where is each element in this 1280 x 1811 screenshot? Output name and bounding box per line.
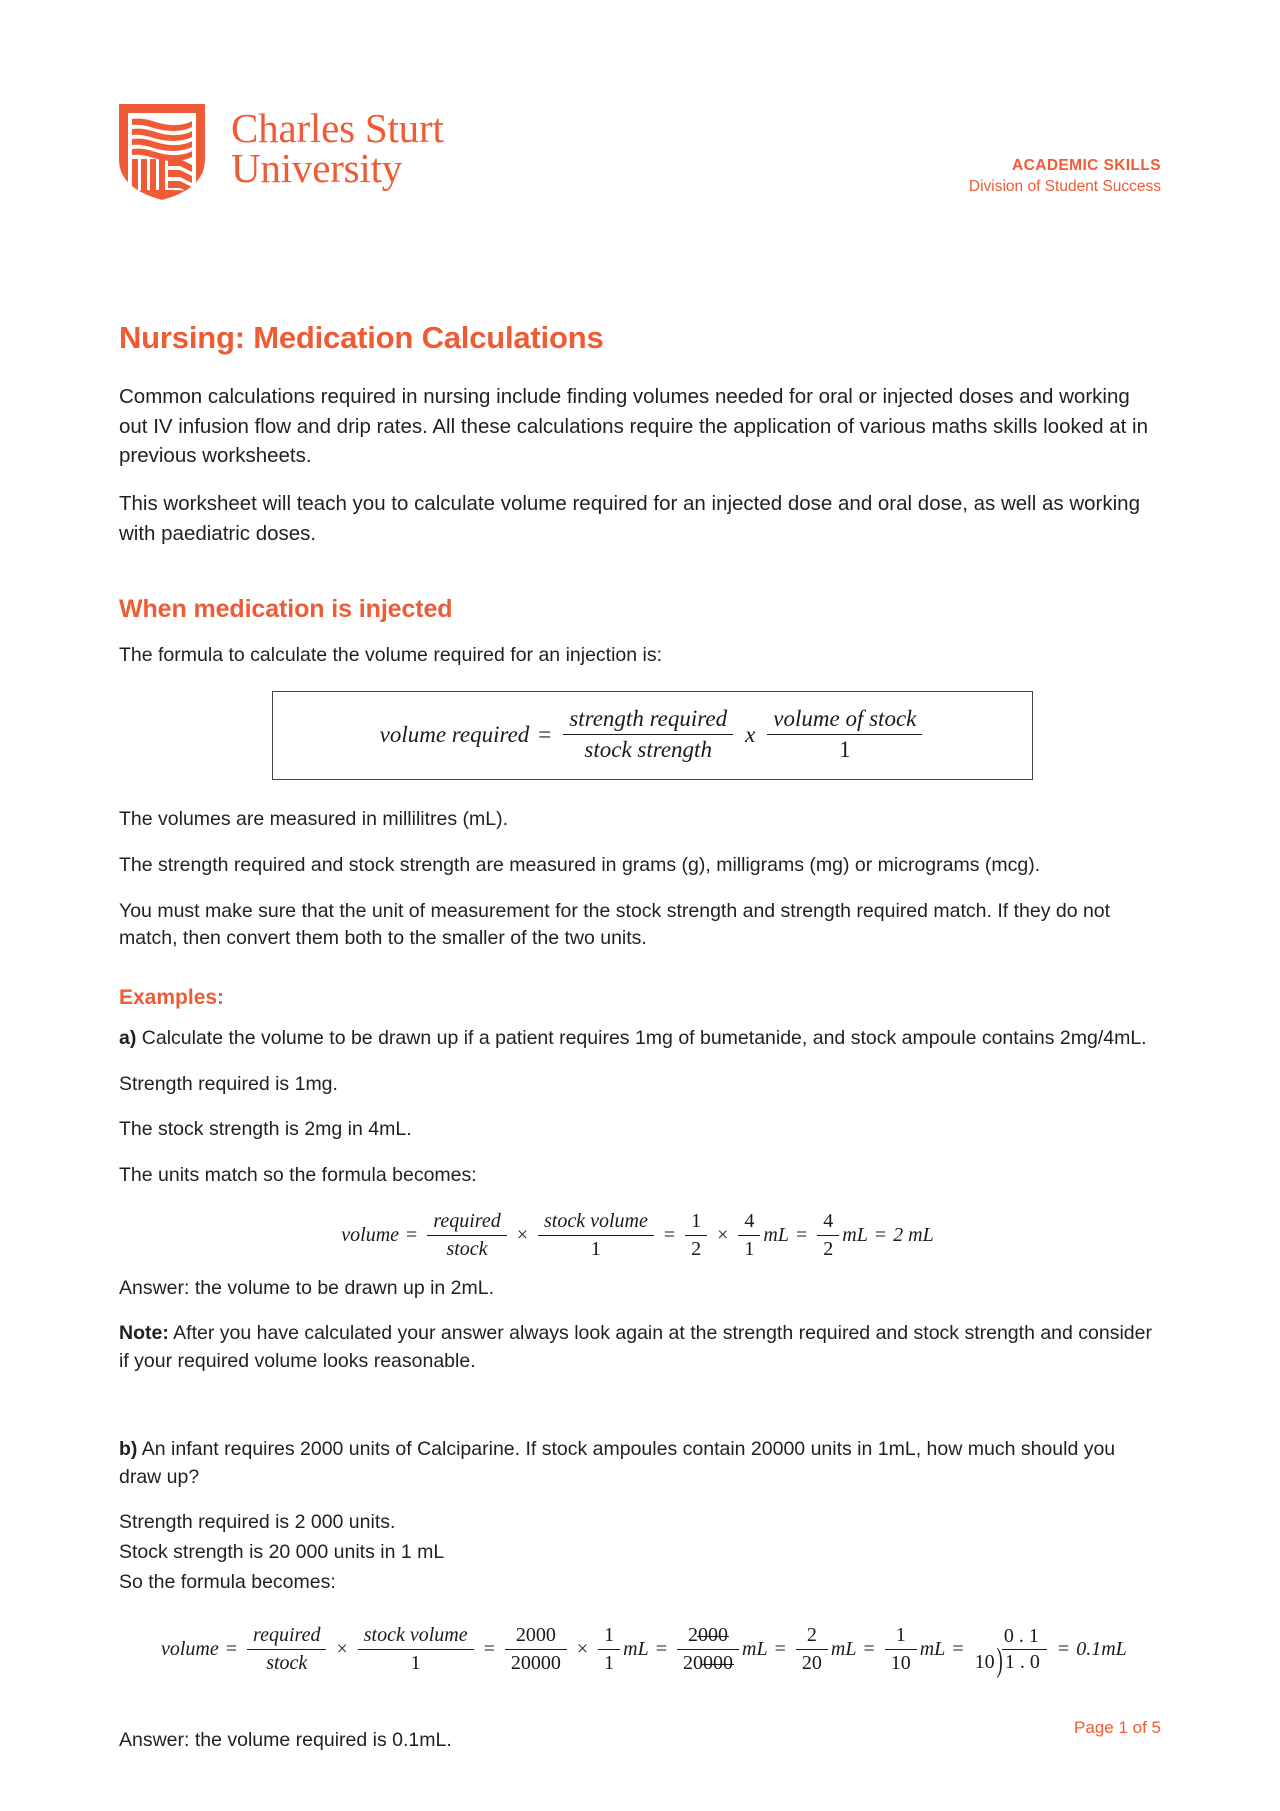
eq-a-equals-4: = [874, 1223, 887, 1246]
eq-a-f4-num: 4 [738, 1210, 760, 1236]
example-a-line-3: The units match so the formula becomes: [119, 1164, 477, 1187]
example-b-equation-row [119, 1624, 1156, 1679]
example-a-equation [341, 1210, 933, 1261]
page-header [119, 104, 1161, 204]
eq-b-unit-4: mL [919, 1638, 946, 1661]
eq-a-f5-den: 2 [823, 1237, 834, 1260]
main-formula-box [272, 691, 1033, 780]
brand-line-2: University [231, 145, 403, 192]
eq-b-fraction-6 [796, 1624, 828, 1675]
eq-b-equals-7: = [1057, 1638, 1070, 1661]
eq-a-f2-num: stock volume [538, 1210, 654, 1236]
document-body [119, 320, 1156, 1773]
note-volumes-text: The volumes are measured in millilitres (mL). [119, 808, 509, 831]
example-a-note-text: After you have calculated your answer always look again at the strength required and stock strength and consider if your required volume looks reasonable. [119, 1322, 1152, 1373]
page-footer [1074, 1718, 1161, 1738]
main-formula [380, 706, 926, 763]
section-spacer [119, 1394, 1156, 1436]
eq-a-fraction-5 [817, 1210, 839, 1261]
eq-b-f5-num-keep: 2 [688, 1624, 699, 1647]
formula-frac1-numerator: strength required [563, 706, 733, 735]
long-division-stack [1002, 1625, 1047, 1674]
eq-b-f5-num-strike: 000 [698, 1624, 729, 1647]
eq-a-f5-num: 4 [817, 1210, 839, 1236]
page-title: Nursing: Medication Calculations [119, 320, 604, 355]
answer-spacer [119, 1701, 1156, 1727]
eq-b-equals-3: = [655, 1638, 668, 1661]
eq-b-times-2: × [576, 1638, 589, 1661]
example-a-label: a) [119, 1027, 137, 1050]
eq-b-f7-den: 10 [890, 1652, 911, 1675]
eq-b-unit-1: mL [623, 1638, 649, 1661]
eq-a-fraction-1 [427, 1210, 506, 1261]
eq-b-unit-2: mL [742, 1638, 768, 1661]
note-strength-text: The strength required and stock strength are measured in grams (g), milligrams (mg) or micrograms (mcg). [119, 853, 1041, 876]
brand-wordmark [231, 105, 444, 192]
eq-b-f1-den: stock [266, 1652, 308, 1675]
example-a-note [119, 1320, 1156, 1375]
eq-b-f6-num: 2 [796, 1624, 828, 1650]
examples-heading: Examples: [119, 986, 225, 1010]
eq-b-times-1: × [336, 1638, 348, 1661]
eq-b-fraction-7 [885, 1624, 917, 1675]
example-b-question [119, 1436, 1156, 1491]
eq-a-fraction-2 [538, 1210, 654, 1261]
eq-b-fraction-3 [505, 1624, 567, 1675]
long-division-quotient: 0 . 1 [1002, 1625, 1047, 1650]
eq-b-equals-5: = [863, 1638, 875, 1661]
long-division-glyph [974, 1625, 1047, 1679]
eq-b-equals-4: = [774, 1638, 786, 1661]
header-division-label: Division of Student Success [968, 177, 1161, 195]
eq-b-fraction-5-cancelled [677, 1624, 739, 1675]
eq-a-f3-den: 2 [691, 1237, 702, 1260]
eq-a-f2-den: 1 [590, 1237, 601, 1260]
eq-b-equals-6: = [952, 1638, 964, 1661]
example-b-line-2: Stock strength is 20 000 units in 1 mL [119, 1540, 445, 1563]
formula-fraction-1 [563, 706, 733, 763]
eq-b-f5-den-keep: 20 [683, 1652, 704, 1675]
formula-lead-text: The formula to calculate the volume required for an injection is: [119, 643, 663, 666]
eq-a-f1-den: stock [446, 1237, 488, 1260]
example-b-equation [161, 1624, 1127, 1679]
intro-paragraph-1: Common calculations required in nursing include finding volumes needed for oral or injected doses and working out IV infusion flow and drip rates. All these calculations require the application of various maths skills looked at in previous worksheets. [119, 385, 1148, 468]
header-academic-skills-label: ACADEMIC SKILLS [1012, 157, 1161, 174]
eq-b-result: 0.1mL [1076, 1638, 1127, 1661]
example-b-answer: Answer: the volume required is 0.1mL. [119, 1729, 452, 1752]
eq-a-fraction-4 [738, 1210, 760, 1261]
example-a-question [119, 1025, 1156, 1053]
eq-a-result: 2 mL [893, 1223, 934, 1246]
eq-a-lhs: volume [341, 1223, 400, 1246]
eq-a-unit-2: mL [842, 1223, 868, 1246]
charles-sturt-university-shield-logo-icon [119, 104, 205, 200]
eq-b-f5-den [677, 1650, 739, 1675]
eq-a-equals-2: = [663, 1223, 676, 1246]
page-number-label: Page 1 of 5 [1074, 1718, 1161, 1737]
eq-b-f5-den-strike: 000 [703, 1652, 734, 1675]
example-a-answer: Answer: the volume to be drawn up in 2mL. [119, 1276, 495, 1299]
example-a-equation-row [119, 1210, 1156, 1261]
note-units-text: You must make sure that the unit of measurement for the stock strength and strength required match. If they do not match, then convert them both to the smaller of the two units. [119, 899, 1111, 950]
long-division-dividend: 1 . 0 [1004, 1651, 1040, 1674]
section-heading-injected: When medication is injected [119, 594, 453, 623]
eq-a-times-2: × [717, 1223, 729, 1246]
eq-b-f4-num: 1 [598, 1624, 620, 1650]
eq-a-f3-num: 1 [685, 1210, 707, 1236]
formula-frac2-denominator: 1 [839, 737, 851, 763]
eq-b-fraction-1 [247, 1624, 326, 1675]
eq-b-f4-den: 1 [604, 1652, 615, 1675]
formula-frac2-numerator: volume of stock [767, 706, 922, 735]
example-a-line-2: The stock strength is 2mg in 4mL. [119, 1118, 412, 1141]
eq-a-f1-num: required [427, 1210, 506, 1236]
eq-a-equals-1: = [406, 1223, 418, 1246]
example-b-question-text: An infant requires 2000 units of Calciparine. If stock ampoules contain 20000 units in 1mL, how much should you draw up? [119, 1437, 1116, 1488]
eq-b-lhs: volume [161, 1638, 219, 1661]
eq-b-f6-den: 20 [801, 1652, 822, 1675]
example-b-line-1: Strength required is 2 000 units. [119, 1511, 396, 1534]
eq-b-equals-1: = [225, 1638, 238, 1661]
brand-lockup [119, 104, 444, 200]
eq-b-f3-den: 20000 [510, 1652, 561, 1675]
example-a-question-text: Calculate the volume to be drawn up if a patient requires 1mg of bumetanide, and stock ampoule contains 2mg/4mL. [136, 1027, 1147, 1050]
eq-b-fraction-4 [598, 1624, 620, 1675]
formula-equals: = [538, 721, 552, 747]
formula-fraction-2 [767, 706, 922, 763]
eq-b-unit-3: mL [830, 1638, 857, 1661]
formula-times: x [745, 721, 756, 747]
eq-a-fraction-3 [685, 1210, 707, 1261]
formula-frac1-denominator: stock strength [584, 737, 712, 763]
header-department-block [969, 156, 1161, 198]
eq-b-f7-num: 1 [885, 1624, 917, 1650]
formula-lhs: volume required [379, 721, 530, 747]
eq-a-equals-3: = [796, 1223, 808, 1246]
eq-b-f5-num [677, 1624, 739, 1650]
long-division-bracket-icon: ) [996, 1641, 1003, 1679]
example-a-note-label: Note: [119, 1322, 169, 1345]
eq-b-f1-num: required [247, 1624, 326, 1650]
eq-b-fraction-2 [358, 1624, 474, 1675]
eq-a-unit-1: mL [763, 1223, 789, 1246]
eq-b-f2-den: 1 [410, 1652, 421, 1675]
example-b-label: b) [119, 1437, 138, 1460]
eq-b-f2-num: stock volume [358, 1624, 474, 1650]
eq-b-equals-2: = [483, 1638, 495, 1661]
eq-a-f4-den: 1 [744, 1237, 755, 1260]
eq-a-times-1: × [516, 1223, 528, 1246]
example-b-line-3: So the formula becomes: [119, 1570, 336, 1593]
brand-line-1: Charles Sturt [231, 105, 444, 151]
eq-b-f3-num: 2000 [505, 1624, 567, 1650]
intro-paragraph-2: This worksheet will teach you to calculate volume required for an injected dose and oral dose, as well as working with paediatric doses. [119, 492, 1140, 545]
long-division-divisor: 10 [974, 1651, 995, 1674]
example-a-line-1: Strength required is 1mg. [119, 1072, 338, 1095]
